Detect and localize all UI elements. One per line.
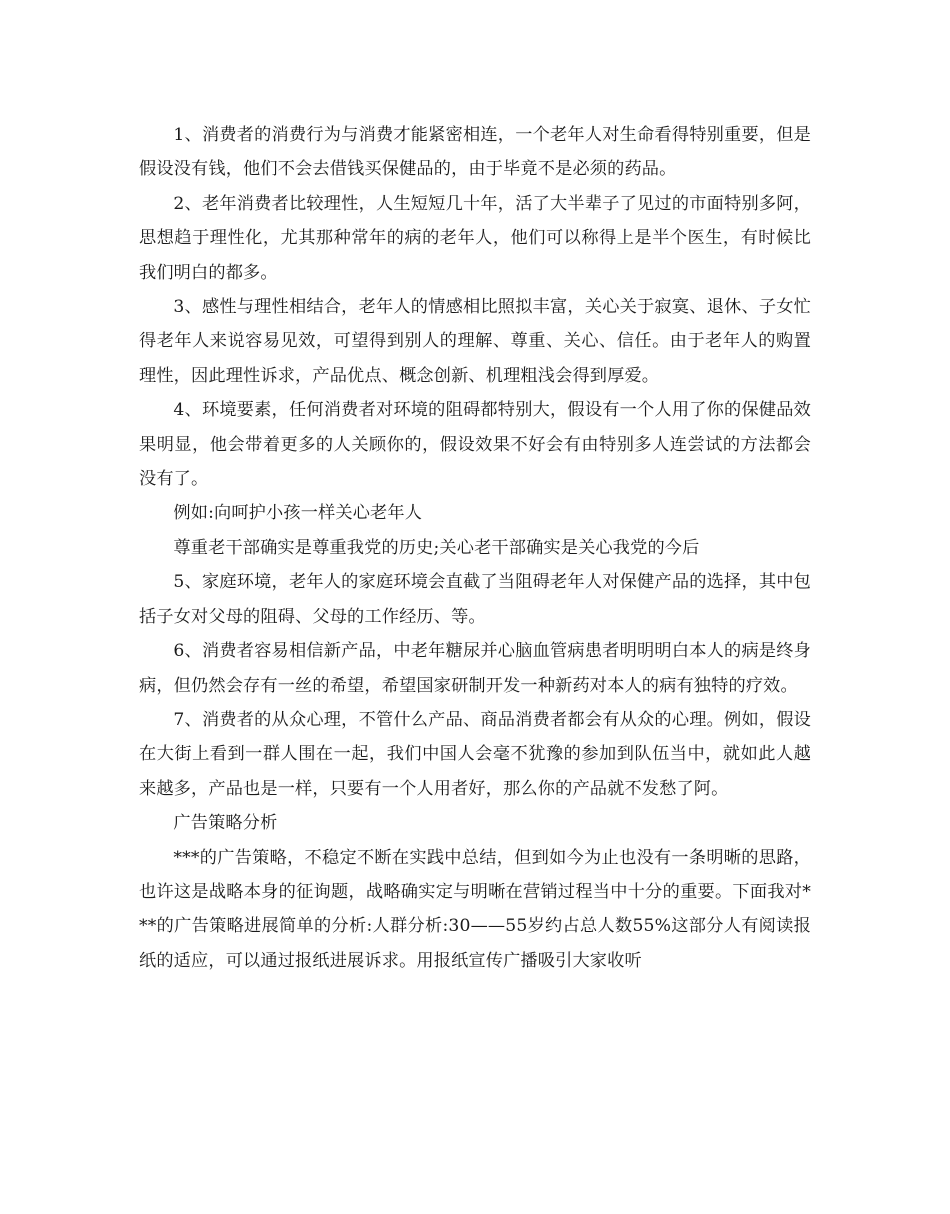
document-body — [139, 118, 811, 978]
paragraph-ad-strategy: ***的广告策略，不稳定不断在实践中总结，但到如今为止也没有一条明晰的思路，也许这是战略本身的征询题，战略确实定与明晰在营销过程当中十分的重要。下面我对***的广告策略进展简单的分析:人群分析:30——55岁约占总人数55%这部分人有阅读报纸的适应，可以通过报纸进展诉求。用报纸宣传广播吸引大家收听 — [139, 847, 811, 971]
paragraph-5: 5、家庭环境，老年人的家庭环境会直截了当阻碍老年人对保健产品的选择，其中包括子女对父母的阻碍、父母的工作经历、等。 — [139, 572, 811, 627]
paragraph-3: 3、感性与理性相结合，老年人的情感相比照拟丰富，关心关于寂寞、退休、子女忙得老年人来说容易见效，可望得到别人的理解、尊重、关心、信任。由于老年人的购置理性，因此理性诉求，产品优点、概念创新、机理粗浅会得到厚爱。 — [139, 297, 811, 386]
paragraph-example: 例如:向呵护小孩一样关心老年人 — [173, 503, 423, 524]
paragraph-1: 1、消费者的消费行为与消费才能紧密相连，一个老年人对生命看得特别重要，但是假设没有钱，他们不会去借钱买保健品的，由于毕竟不是必须的药品。 — [139, 125, 811, 180]
paragraph-6: 6、消费者容易相信新产品，中老年糖尿并心脑血管病患者明明明白本人的病是终身病，但仍然会存有一丝的希望，希望国家研制开发一种新药对本人的病有独特的疗效。 — [139, 641, 811, 696]
paragraph-4: 4、环境要素，任何消费者对环境的阻碍都特别大，假设有一个人用了你的保健品效果明显，他会带着更多的人关顾你的，假设效果不好会有由特别多人连尝试的方法都会没有了。 — [139, 400, 811, 490]
section-heading-ad-strategy: 广告策略分析 — [173, 813, 278, 834]
paragraph-7: 7、消费者的从众心理，不管什么产品、商品消费者都会有从众的心理。例如，假设在大街上看到一群人围在一起，我们中国人会毫不犹豫的参加到队伍当中，就如此人越来越多，产品也是一样，只要有一个人用者好，那么你的产品就不发愁了阿。 — [139, 709, 811, 799]
paragraph-respect: 尊重老干部确实是尊重我党的历史;关心老干部确实是关心我党的今后 — [173, 537, 700, 558]
paragraph-2: 2、老年消费者比较理性，人生短短几十年，活了大半辈子了见过的市面特别多阿，思想趋于理性化，尤其那种常年的病的老年人，他们可以称得上是半个医生，有时候比我们明白的都多。 — [139, 193, 811, 283]
